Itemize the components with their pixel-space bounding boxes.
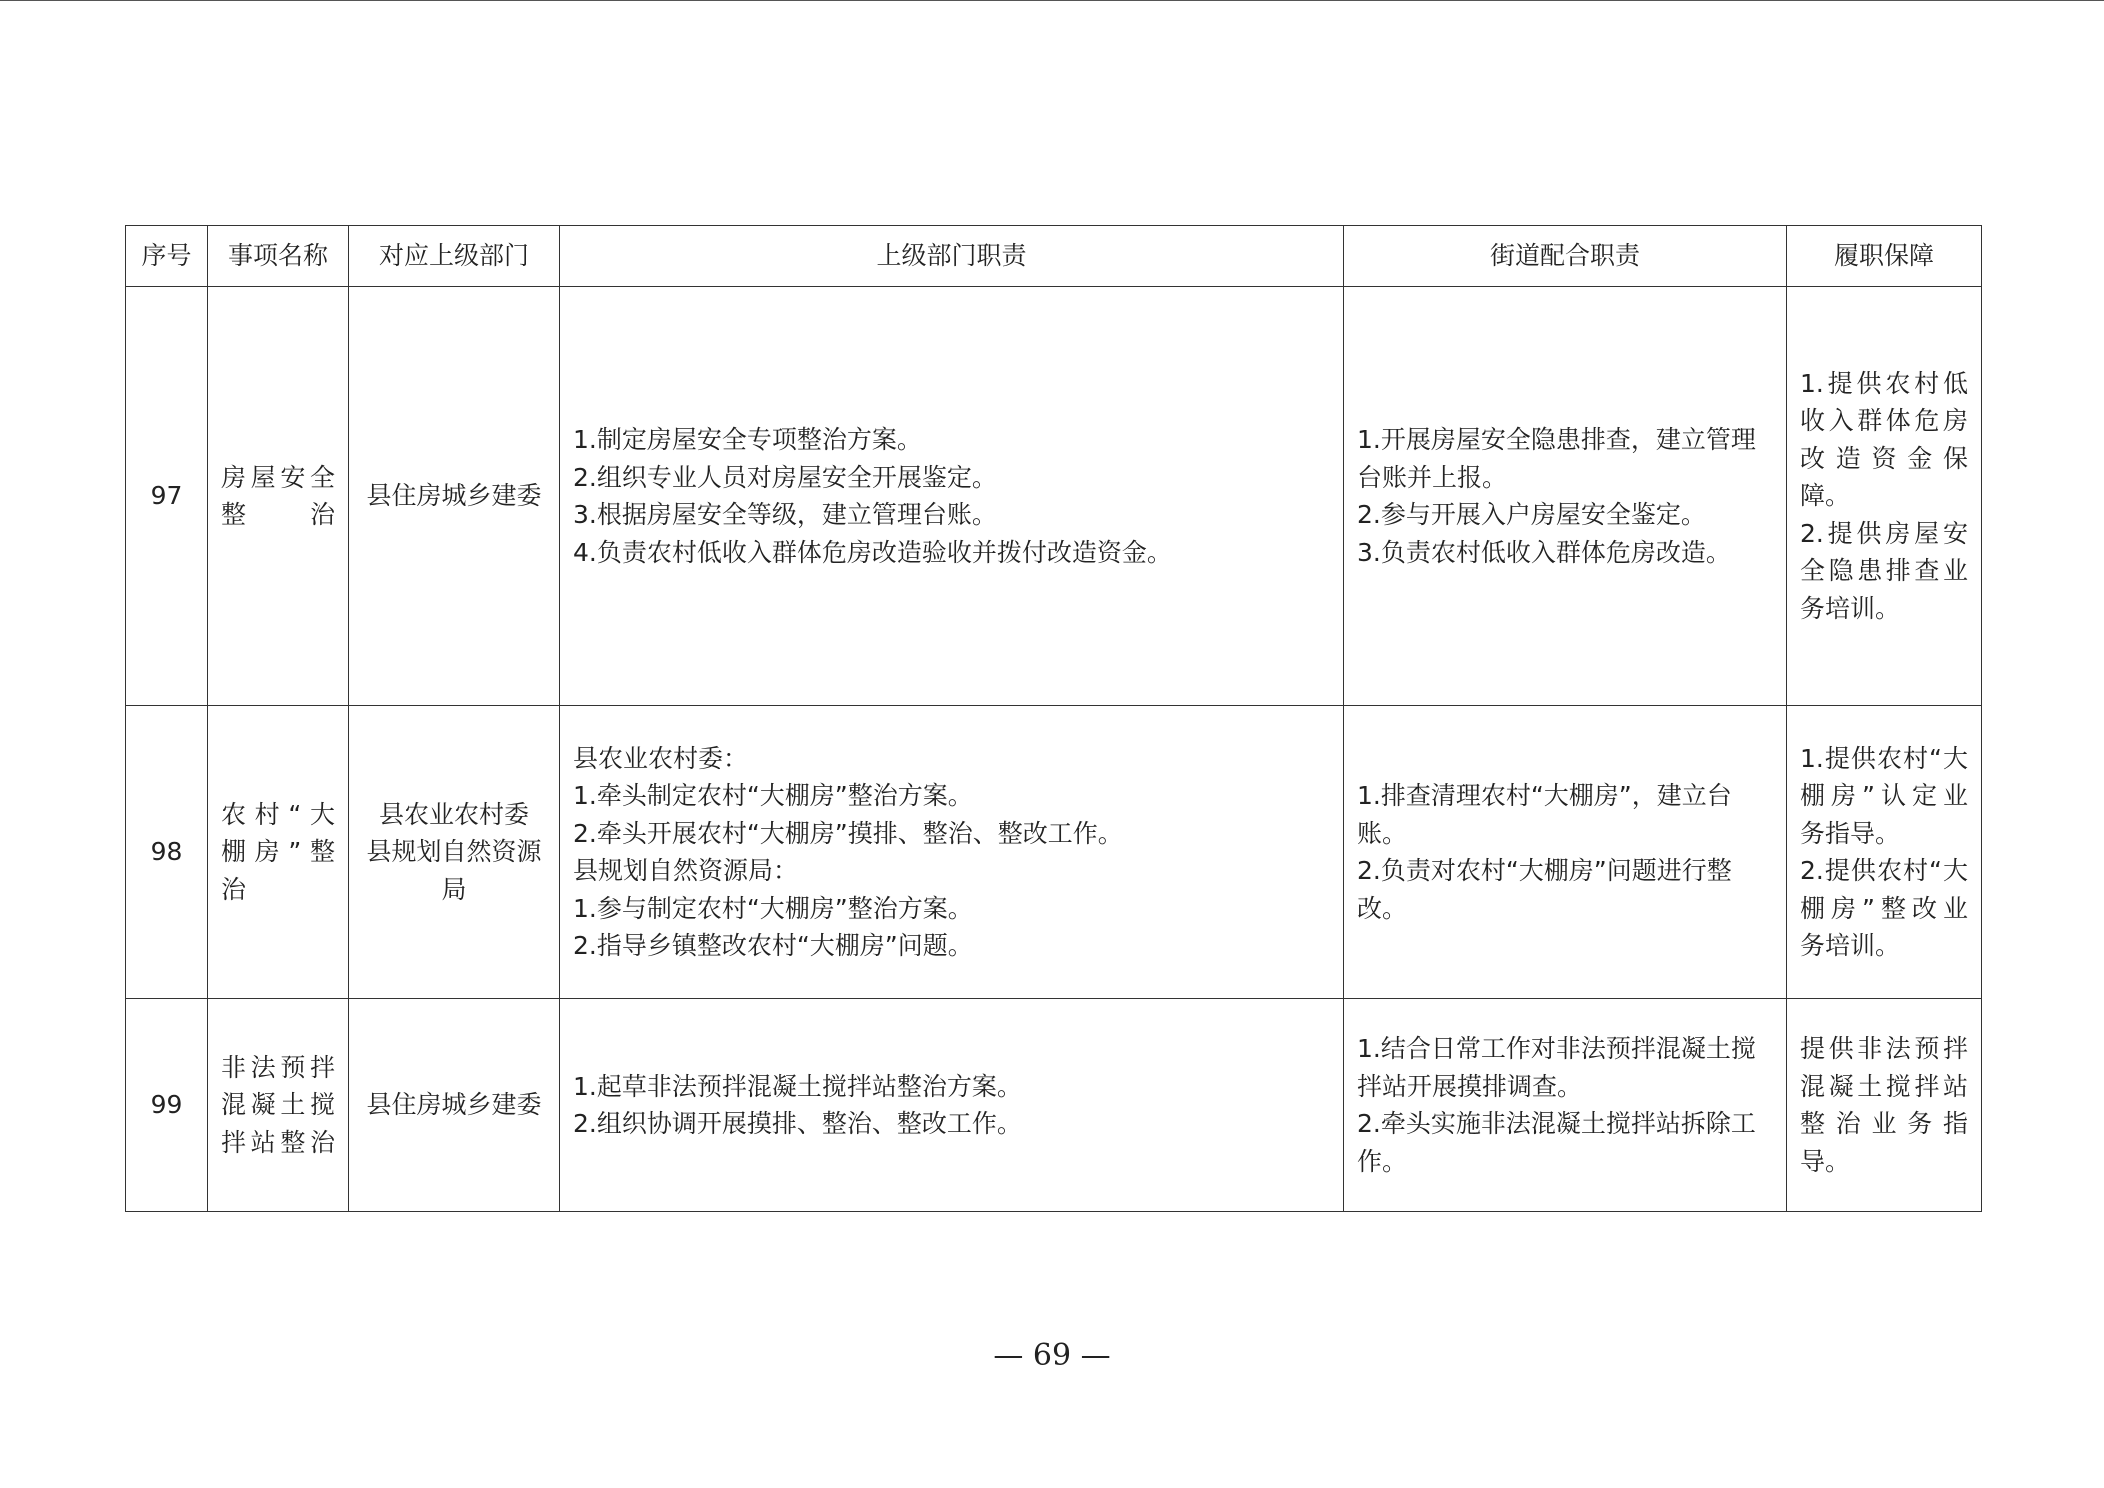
row-number: 97 [126,287,208,706]
top-rule [0,0,2104,1]
header-dept: 对应上级部门 [349,226,560,287]
item-name: 非法预拌 混凝土搅 拌站整治 [208,999,349,1212]
guarantee: 提供非法预拌 混凝土搅拌站 整治业务指 导。 [1787,999,1982,1212]
header-row [126,226,1982,287]
street-duties: 1.开展房屋安全隐患排查，建立管理 台账并上报。 2.参与开展入户房屋安全鉴定。 3.负责农村低收入群体危房改造。 [1344,287,1787,706]
table-row [126,999,1982,1212]
upper-department: 县农业农村委 县规划自然资源 局 [349,706,560,999]
table-row [126,287,1982,706]
upper-department: 县住房城乡建委 [349,287,560,706]
header-name: 事项名称 [208,226,349,287]
street-duties: 1.排查清理农村“大棚房”，建立台账。 2.负责对农村“大棚房”问题进行整 改。 [1344,706,1787,999]
row-number: 98 [126,706,208,999]
header-street-duties: 街道配合职责 [1344,226,1787,287]
upper-duties: 县农业农村委： 1.牵头制定农村“大棚房”整治方案。 2.牵头开展农村“大棚房”摸排、整治、整改工作。 县规划自然资源局： 1.参与制定农村“大棚房”整治方案。 2.指导乡镇整改农村“大棚房”问题。 [560,706,1344,999]
item-name: 农村“大 棚房”整 治 [208,706,349,999]
guarantee: 1.提供农村低 收入群体危房 改造资金保 障。 2.提供房屋安 全隐患排查业 务培训。 [1787,287,1982,706]
upper-duties: 1.起草非法预拌混凝土搅拌站整治方案。 2.组织协调开展摸排、整治、整改工作。 [560,999,1344,1212]
header-no: 序号 [126,226,208,287]
header-guarantee: 履职保障 [1787,226,1982,287]
row-number: 99 [126,999,208,1212]
upper-duties: 1.制定房屋安全专项整治方案。 2.组织专业人员对房屋安全开展鉴定。 3.根据房屋安全等级，建立管理台账。 4.负责农村低收入群体危房改造验收并拨付改造资金。 [560,287,1344,706]
street-duties: 1.结合日常工作对非法预拌混凝土搅 拌站开展摸排调查。 2.牵头实施非法混凝土搅拌站拆除工 作。 [1344,999,1787,1212]
item-name: 房屋安全 整治 [208,287,349,706]
upper-department: 县住房城乡建委 [349,999,560,1212]
page-number: — 69 — [993,1338,1111,1373]
header-upper-duties: 上级部门职责 [560,226,1344,287]
table-row [126,706,1982,999]
responsibility-table [125,225,1982,1212]
guarantee: 1.提供农村“大 棚房”认定业 务指导。 2.提供农村“大 棚房”整改业 务培训。 [1787,706,1982,999]
